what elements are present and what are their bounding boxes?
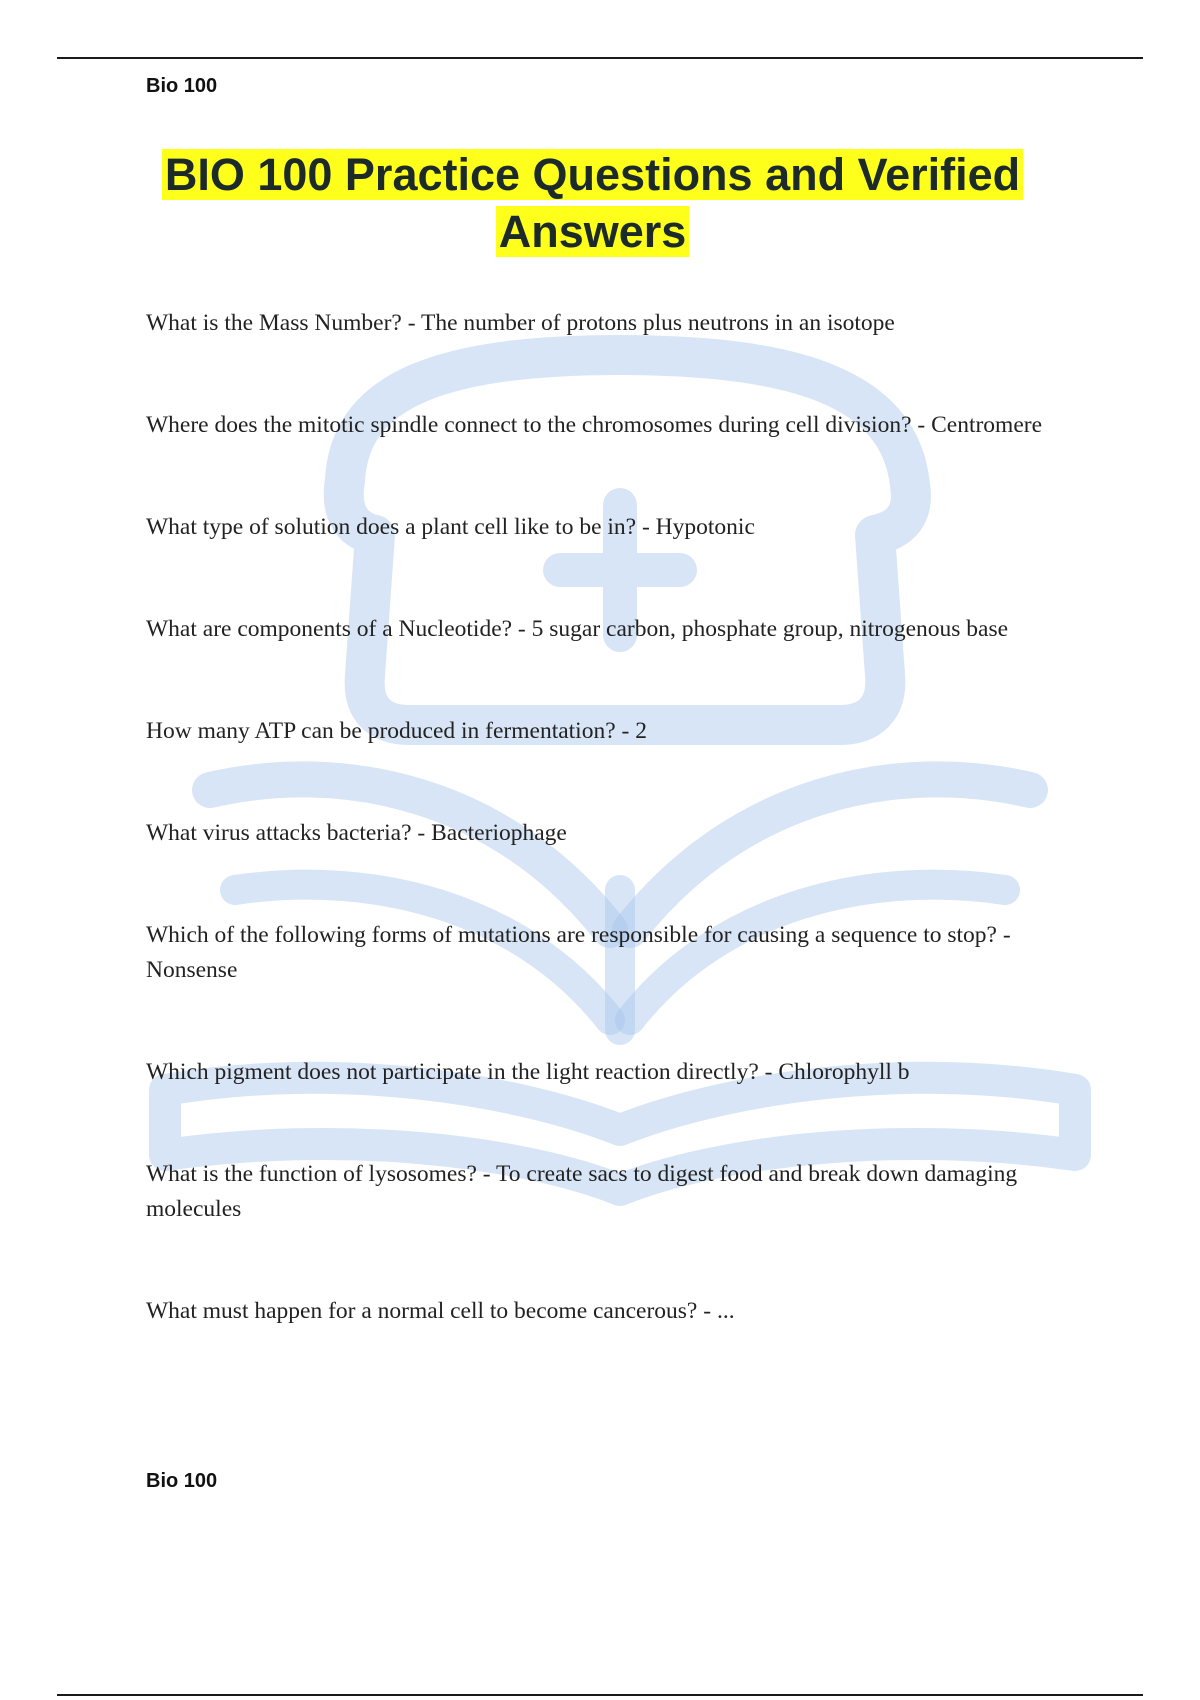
document-title-block <box>146 146 1039 260</box>
top-divider <box>57 57 1143 59</box>
question-item: What virus attacks bacteria? - Bacteriophage <box>146 820 567 846</box>
question-item: Which of the following forms of mutations are responsible for causing a sequence to stop? - Nonsense <box>146 922 1011 983</box>
question-list <box>146 306 1066 1396</box>
question-item: What is the function of lysosomes? - To create sacs to digest food and break down damaging molecules <box>146 1161 1018 1222</box>
question-item: What type of solution does a plant cell like to be in? - Hypotonic <box>146 514 755 540</box>
running-footer: Bio 100 <box>146 1470 218 1492</box>
question-item: How many ATP can be produced in fermentation? - 2 <box>146 718 647 744</box>
question-item: What is the Mass Number? - The number of protons plus neutrons in an isotope <box>146 310 895 336</box>
bottom-divider <box>57 1694 1143 1696</box>
question-item: What are components of a Nucleotide? - 5 sugar carbon, phosphate group, nitrogenous base <box>146 616 1009 642</box>
running-header: Bio 100 <box>146 75 218 97</box>
document-title: BIO 100 Practice Questions and Verified Answers <box>162 149 1023 257</box>
question-item: What must happen for a normal cell to become cancerous? - ... <box>146 1298 735 1324</box>
question-item: Where does the mitotic spindle connect to the chromosomes during cell division? - Centromere <box>146 412 1043 438</box>
question-item: Which pigment does not participate in the light reaction directly? - Chlorophyll b <box>146 1059 910 1085</box>
